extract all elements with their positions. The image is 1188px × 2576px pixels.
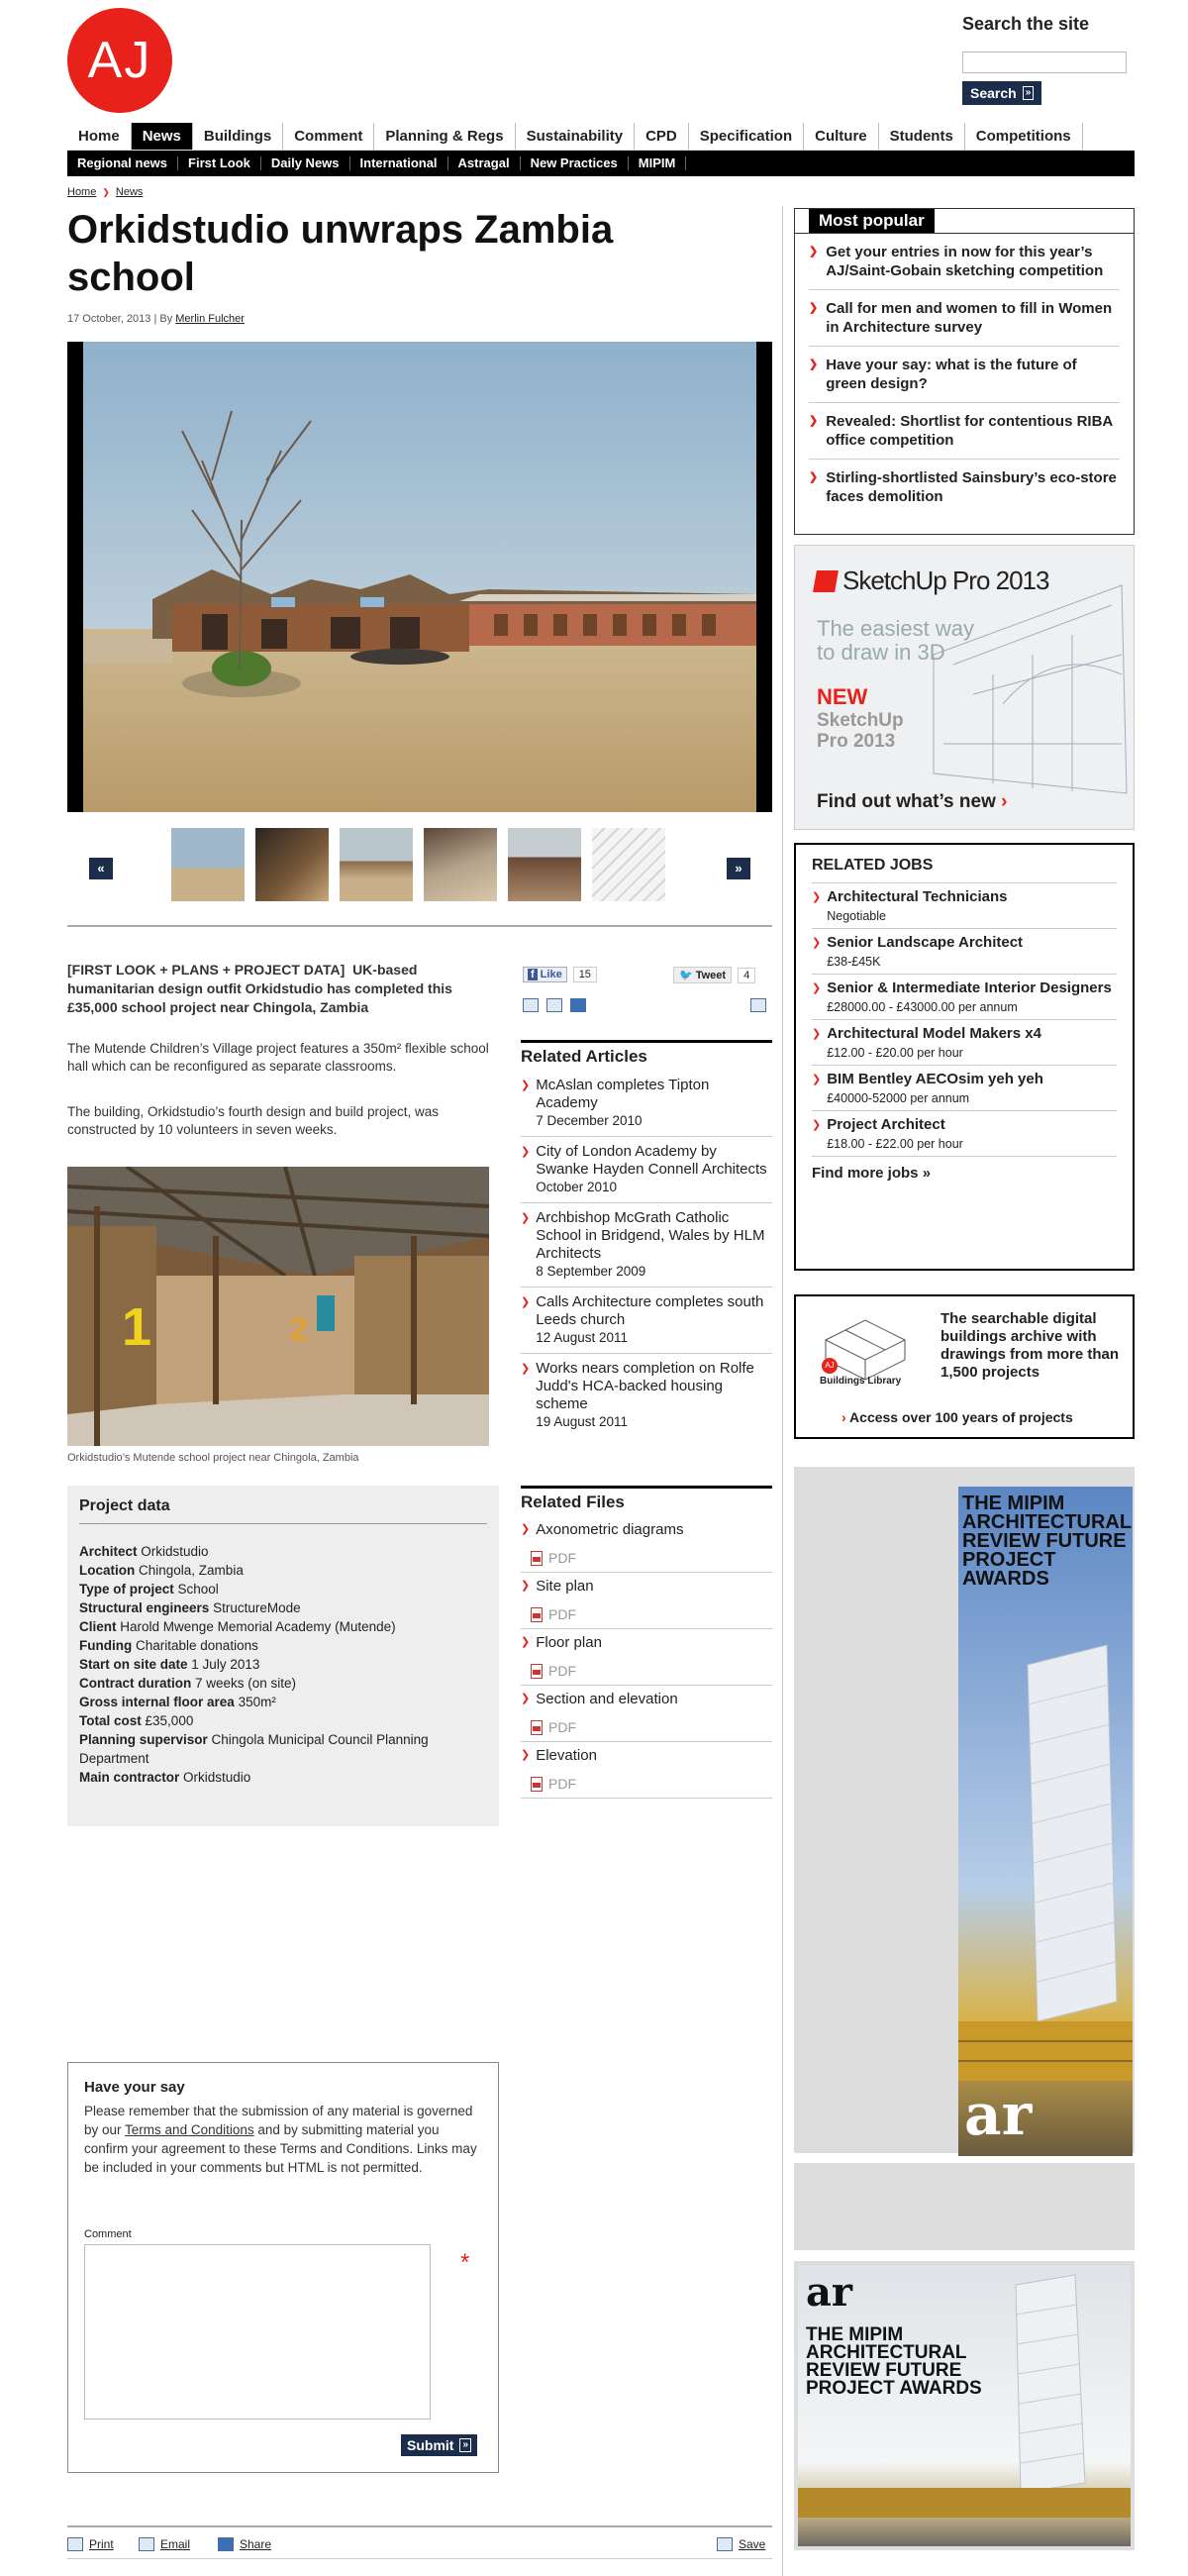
- nav-item-specification[interactable]: Specification: [689, 123, 804, 150]
- subnav-mipim[interactable]: MIPIM: [629, 156, 687, 170]
- search-button[interactable]: [962, 81, 1041, 105]
- subnav-regional-news[interactable]: Regional news: [67, 156, 178, 170]
- pdf-link[interactable]: [531, 1550, 772, 1566]
- chevron-right-icon: ❯: [812, 1119, 822, 1131]
- comment-form: [67, 2062, 499, 2473]
- job-salary: £38-£45K: [827, 955, 881, 969]
- terms-link[interactable]: Terms and Conditions: [125, 2122, 254, 2137]
- file-title[interactable]: Site plan: [536, 1578, 594, 1595]
- mipim-line-4: PROJECT AWARDS: [806, 2378, 982, 2399]
- svg-text:2: 2: [290, 1311, 308, 1347]
- row-label: Structural engineers: [79, 1600, 210, 1615]
- row-value: Orkidstudio: [183, 1770, 251, 1785]
- related-article[interactable]: [521, 1137, 772, 1203]
- comment-terms-text: [84, 2102, 482, 2177]
- file-title[interactable]: Section and elevation: [536, 1691, 678, 1707]
- required-marker: *: [460, 2249, 470, 2276]
- pdf-link[interactable]: [531, 1776, 772, 1792]
- popular-item-title[interactable]: Call for men and women to fill in Women in Architecture survey: [826, 300, 1113, 336]
- related-article[interactable]: [521, 1071, 772, 1137]
- chevron-right-icon: »: [922, 1165, 932, 1182]
- pdf-label: PDF: [548, 1719, 576, 1735]
- project-data-heading: Project data: [79, 1497, 170, 1514]
- related-file: [521, 1742, 772, 1799]
- school-photo: [83, 342, 756, 812]
- project-data-box: [67, 1486, 499, 1826]
- sketchup-product-line2: Pro 2013: [817, 731, 896, 752]
- find-more-jobs-link[interactable]: [812, 1156, 1117, 1182]
- print-icon[interactable]: [523, 998, 539, 1012]
- buildings-library-promo[interactable]: [794, 1294, 1135, 1439]
- project-data-row: [79, 1730, 487, 1768]
- chevron-right-icon: ❯: [102, 186, 110, 197]
- row-label: Gross internal floor area: [79, 1695, 235, 1709]
- article-date: 17 October, 2013 | By: [67, 313, 173, 325]
- pdf-icon: [531, 1664, 543, 1679]
- lead-text: UK-based humanitarian design outfit Orkidstudio has completed this £35,000 school project near Chingola, Zambia: [67, 962, 452, 1015]
- project-data-row: [79, 1711, 487, 1730]
- row-label: Total cost: [79, 1713, 142, 1728]
- nav-item-news[interactable]: News: [132, 123, 193, 150]
- buildings-library-label: Buildings Library: [820, 1376, 902, 1387]
- chevron-right-icon: ›: [842, 1409, 846, 1425]
- chevron-right-icon: ❯: [521, 1296, 531, 1308]
- sketchup-product: [817, 710, 904, 752]
- related-jobs-heading: RELATED JOBS: [812, 857, 934, 874]
- nav-item-cpd[interactable]: CPD: [635, 123, 689, 150]
- facebook-icon: f: [528, 969, 538, 980]
- chevron-right-icon: ❯: [812, 1074, 822, 1085]
- related-file: [521, 1573, 772, 1629]
- chevron-right-icon: ❯: [521, 1749, 531, 1761]
- related-article-title[interactable]: Archbishop McGrath Catholic School in Bridgend, Wales by HLM Architects: [536, 1209, 765, 1262]
- pdf-label: PDF: [548, 1663, 576, 1679]
- subnav-astragal[interactable]: Astragal: [448, 156, 521, 170]
- related-article-title[interactable]: City of London Academy by Swanke Hayden Connell Architects: [536, 1143, 767, 1178]
- tweet-label: Tweet: [695, 969, 727, 981]
- job-item[interactable]: [812, 1065, 1117, 1110]
- thumbnail-4[interactable]: [424, 828, 497, 901]
- related-article-date: 7 December 2010: [536, 1113, 643, 1128]
- chevron-right-icon: ❯: [521, 1212, 531, 1224]
- buildings-library-cta-text: Access over 100 years of projects: [849, 1409, 1073, 1425]
- file-title[interactable]: Axonometric diagrams: [536, 1521, 684, 1538]
- thumbnail-6[interactable]: [592, 828, 665, 901]
- popular-item[interactable]: [809, 347, 1120, 403]
- chevron-right-icon: ❯: [521, 1523, 531, 1535]
- sub-nav: [67, 151, 1135, 176]
- thumbnail-1[interactable]: [171, 828, 245, 901]
- chevron-right-icon: ❯: [521, 1636, 531, 1648]
- submit-label: Submit: [407, 2437, 454, 2453]
- facebook-like-button[interactable]: [523, 967, 567, 982]
- chevron-right-icon: ❯: [521, 1363, 531, 1375]
- terms-text-1: Please remember that the submission of any material is governed by our: [84, 2104, 473, 2137]
- chevron-right-icon: ❯: [812, 891, 822, 903]
- aj-badge: AJ: [822, 1358, 838, 1374]
- share-link[interactable]: [218, 2537, 271, 2551]
- row-value: 350m²: [238, 1695, 276, 1709]
- ad-placeholder: [794, 2163, 1135, 2250]
- nav-item-comment[interactable]: Comment: [283, 123, 374, 150]
- job-salary: £28000.00 - £43000.00 per annum: [827, 1000, 1018, 1014]
- row-label: Contract duration: [79, 1676, 192, 1691]
- related-article-title[interactable]: Calls Architecture completes south Leeds church: [536, 1293, 764, 1328]
- row-value: Chingola, Zambia: [139, 1563, 244, 1578]
- breadcrumb-home[interactable]: Home: [67, 186, 97, 198]
- sketchup-brand: [815, 566, 1048, 596]
- interior-photo-graphic: [67, 1167, 489, 1446]
- popular-item-title[interactable]: Get your entries in now for this year’s AJ/Saint-Gobain sketching competition: [826, 244, 1104, 279]
- share-label: Share: [240, 2537, 272, 2551]
- thumbnail-5[interactable]: [508, 828, 581, 901]
- row-label: Main contractor: [79, 1770, 180, 1785]
- column-divider: [782, 206, 783, 2576]
- most-popular-heading: Most popular: [809, 209, 935, 233]
- most-popular: [794, 208, 1135, 535]
- chevron-right-icon: ❯: [809, 302, 819, 314]
- chevron-right-icon: ❯: [809, 246, 819, 258]
- project-data-row: [79, 1598, 487, 1617]
- mipim-ad-2[interactable]: [794, 2261, 1135, 2550]
- sketchup-logo-icon: [813, 570, 839, 592]
- article-tools: [67, 2525, 772, 2559]
- row-label: Location: [79, 1563, 136, 1578]
- author-link[interactable]: Merlin Fulcher: [175, 313, 245, 325]
- sketchup-cta-text: Find out what’s new: [817, 791, 996, 812]
- pdf-icon: [531, 1607, 543, 1622]
- mipim-ad-2-text: [806, 2326, 982, 2398]
- page-title: Orkidstudio unwraps Zambia school: [67, 208, 614, 299]
- related-file: [521, 1516, 772, 1573]
- related-article[interactable]: [521, 1354, 772, 1437]
- job-item[interactable]: [812, 1110, 1117, 1156]
- tweet-count: 4: [738, 968, 755, 983]
- mipim-line-3: REVIEW FUTURE: [806, 2360, 962, 2381]
- row-value: Chingola Municipal Council Planning Department: [79, 1732, 429, 1766]
- chevron-right-icon: »: [459, 2438, 471, 2452]
- job-title[interactable]: Architectural Model Makers x4: [827, 1025, 1041, 1042]
- like-count: 15: [573, 967, 597, 982]
- row-label: Type of project: [79, 1582, 174, 1597]
- prev-thumb-button[interactable]: «: [89, 858, 113, 879]
- project-data-row: [79, 1674, 487, 1693]
- job-title[interactable]: Project Architect: [827, 1116, 945, 1133]
- project-data-row: [79, 1768, 487, 1787]
- like-label: Like: [540, 969, 562, 980]
- job-title[interactable]: Senior & Intermediate Interior Designers: [827, 979, 1112, 996]
- pdf-link[interactable]: [531, 1719, 772, 1735]
- chevron-right-icon: ❯: [812, 982, 822, 994]
- related-article[interactable]: [521, 1203, 772, 1288]
- job-item[interactable]: [812, 928, 1117, 974]
- row-value: 7 weeks (on site): [195, 1676, 297, 1691]
- print-icon: [67, 2537, 83, 2551]
- mipim-line-2: ARCHITECTURAL: [806, 2342, 967, 2363]
- mipim-ad[interactable]: [794, 1467, 1135, 2153]
- row-label: Client: [79, 1619, 117, 1634]
- row-label: Start on site date: [79, 1657, 188, 1672]
- next-thumb-button[interactable]: »: [727, 858, 750, 879]
- article-paragraph-1: The Mutende Children’s Village project features a 350m² flexible school hall which can be reconfigured as separate classrooms.: [67, 1041, 489, 1074]
- comment-form-heading: Have your say: [84, 2079, 185, 2096]
- comment-label: Comment: [84, 2228, 132, 2240]
- popular-item[interactable]: [809, 234, 1120, 290]
- buildings-library-text: The searchable digital buildings archive with drawings from more than 1,500 projects: [940, 1310, 1120, 1381]
- divider: [67, 925, 772, 927]
- pdf-link[interactable]: [531, 1663, 772, 1679]
- file-title[interactable]: Floor plan: [536, 1634, 602, 1651]
- email-link[interactable]: [139, 2537, 190, 2551]
- row-value: School: [177, 1582, 219, 1597]
- row-label: Funding: [79, 1638, 133, 1653]
- save-link[interactable]: [717, 2537, 765, 2551]
- chevron-right-icon: ❯: [521, 1146, 531, 1158]
- related-articles: [521, 1040, 772, 1437]
- chevron-right-icon: ❯: [812, 1028, 822, 1040]
- related-article-date: October 2010: [536, 1180, 618, 1194]
- row-label: Planning supervisor: [79, 1732, 208, 1747]
- sketchup-ad[interactable]: [794, 545, 1135, 830]
- nav-item-home[interactable]: Home: [67, 123, 132, 150]
- chevron-right-icon: ❯: [809, 415, 819, 427]
- pdf-label: PDF: [548, 1776, 576, 1792]
- image-caption: Orkidstudio’s Mutende school project near Chingola, Zambia: [67, 1452, 359, 1464]
- related-article-title[interactable]: McAslan completes Tipton Academy: [536, 1077, 710, 1111]
- article-meta: [67, 313, 245, 325]
- chevron-right-icon: ❯: [521, 1580, 531, 1592]
- article-lead: [67, 961, 489, 1017]
- nav-item-sustainability[interactable]: Sustainability: [516, 123, 636, 150]
- pdf-icon: [531, 1551, 543, 1566]
- ar-logo: ar: [806, 2269, 852, 2316]
- thumbnail-strip: [67, 822, 772, 901]
- project-data-row: [79, 1655, 487, 1674]
- project-data-row: [79, 1542, 487, 1561]
- job-title[interactable]: Architectural Technicians: [827, 888, 1008, 905]
- tower-graphic: [958, 1487, 1133, 2156]
- related-files: [521, 1486, 772, 1799]
- comment-textarea[interactable]: [84, 2244, 431, 2420]
- divider: [79, 1523, 487, 1524]
- chevron-right-icon: ❯: [521, 1693, 531, 1704]
- related-article-title[interactable]: Works nears completion on Rolfe Judd's HCA-backed housing scheme: [536, 1360, 754, 1412]
- lead-tag: [FIRST LOOK + PLANS + PROJECT DATA]: [67, 962, 346, 978]
- pdf-icon: [531, 1777, 543, 1792]
- row-value: 1 July 2013: [191, 1657, 260, 1672]
- related-article-date: 12 August 2011: [536, 1330, 629, 1345]
- breadcrumb-news[interactable]: News: [115, 186, 144, 198]
- thumbnail-2[interactable]: [255, 828, 329, 901]
- save-icon[interactable]: [750, 998, 766, 1012]
- sketchup-cta[interactable]: [817, 791, 1007, 813]
- job-salary: £40000-52000 per annum: [827, 1091, 970, 1105]
- mipim-line-1: THE MIPIM: [806, 2324, 904, 2345]
- subnav-daily-news[interactable]: Daily News: [261, 156, 350, 170]
- job-title[interactable]: Senior Landscape Architect: [827, 934, 1024, 951]
- related-articles-heading: Related Articles: [521, 1040, 772, 1067]
- email-icon[interactable]: [546, 998, 562, 1012]
- save-label: Save: [739, 2537, 766, 2551]
- chevron-right-icon: ❯: [521, 1080, 531, 1091]
- print-link[interactable]: [67, 2537, 114, 2551]
- chevron-right-icon: »: [1023, 86, 1035, 100]
- row-value: StructureMode: [213, 1600, 301, 1615]
- related-article[interactable]: [521, 1288, 772, 1354]
- job-salary: Negotiable: [827, 909, 886, 923]
- related-article-date: 19 August 2011: [536, 1414, 629, 1429]
- pdf-label: PDF: [548, 1550, 576, 1566]
- job-salary: £12.00 - £20.00 per hour: [827, 1046, 963, 1060]
- popular-item-title[interactable]: Revealed: Shortlist for contentious RIBA office competition: [826, 413, 1113, 449]
- share-icon: [218, 2537, 234, 2551]
- sketchup-product-line1: SketchUp: [817, 710, 904, 731]
- sketchup-tagline: The easiest way to draw in 3D: [817, 616, 974, 665]
- file-title[interactable]: Elevation: [536, 1747, 597, 1764]
- ar-logo: ar: [964, 2081, 1033, 2148]
- email-icon: [139, 2537, 154, 2551]
- job-item[interactable]: [812, 974, 1117, 1019]
- buildings-library-cta[interactable]: [842, 1409, 1073, 1425]
- popular-item[interactable]: [809, 290, 1120, 347]
- popular-item[interactable]: [809, 460, 1120, 515]
- project-data-row: [79, 1617, 487, 1636]
- job-salary: £18.00 - £22.00 per hour: [827, 1137, 963, 1151]
- submit-button[interactable]: [401, 2434, 477, 2456]
- row-value: Charitable donations: [136, 1638, 258, 1653]
- job-title[interactable]: BIM Bentley AECOsim yeh yeh: [827, 1071, 1043, 1087]
- article-paragraph-2: The building, Orkidstudio’s fourth design and build project, was constructed by 10 volunteers in seven weeks.: [67, 1104, 439, 1137]
- related-files-heading: Related Files: [521, 1486, 772, 1512]
- aj-logo[interactable]: AJ: [67, 8, 172, 113]
- pdf-link[interactable]: [531, 1606, 772, 1622]
- row-value: Orkidstudio: [141, 1544, 209, 1559]
- search-input[interactable]: [962, 52, 1127, 73]
- row-value: £35,000: [145, 1713, 194, 1728]
- subnav-first-look[interactable]: First Look: [178, 156, 261, 170]
- svg-text:1: 1: [122, 1297, 152, 1357]
- project-data-row: [79, 1636, 487, 1655]
- share-icon[interactable]: [570, 998, 586, 1012]
- main-nav: [67, 123, 1083, 151]
- chevron-right-icon: ›: [1001, 791, 1008, 812]
- interior-photo[interactable]: [67, 1167, 489, 1446]
- nav-item-students[interactable]: Students: [879, 123, 965, 150]
- twitter-icon: 🐦: [679, 970, 693, 981]
- popular-item-title[interactable]: Have your say: what is the future of green design?: [826, 357, 1077, 392]
- tweet-button[interactable]: [673, 967, 732, 983]
- pdf-icon: [531, 1720, 543, 1735]
- find-more-jobs-label: Find more jobs: [812, 1165, 919, 1182]
- subnav-new-practices[interactable]: New Practices: [521, 156, 629, 170]
- popular-item[interactable]: [809, 403, 1120, 460]
- job-item[interactable]: [812, 1019, 1117, 1065]
- project-data-row: [79, 1561, 487, 1580]
- popular-item-title[interactable]: Stirling-shortlisted Sainsbury’s eco-store faces demolition: [826, 469, 1117, 505]
- nav-item-competitions[interactable]: Competitions: [965, 123, 1083, 150]
- thumbnail-3[interactable]: [340, 828, 413, 901]
- pdf-label: PDF: [548, 1606, 576, 1622]
- save-icon: [717, 2537, 733, 2551]
- mipim-ad-text: THE MIPIM ARCHITECTURAL REVIEW FUTURE PROJECT AWARDS: [962, 1493, 1132, 1590]
- related-file: [521, 1629, 772, 1686]
- search-label: Search the site: [962, 14, 1090, 34]
- sketchup-new-label: NEW: [817, 684, 868, 709]
- print-label: Print: [89, 2537, 114, 2551]
- project-data-row: [79, 1693, 487, 1711]
- search-button-label: Search: [970, 85, 1017, 101]
- chevron-right-icon: ❯: [809, 471, 819, 483]
- row-label: Architect: [79, 1544, 138, 1559]
- row-value: Harold Mwenge Memorial Academy (Mutende): [120, 1619, 396, 1634]
- nav-item-culture[interactable]: Culture: [804, 123, 879, 150]
- related-file: [521, 1686, 772, 1742]
- main-image[interactable]: [67, 342, 772, 812]
- chevron-right-icon: ❯: [812, 937, 822, 949]
- sketchup-brand-text: SketchUp Pro 2013: [842, 566, 1049, 595]
- job-item[interactable]: [812, 882, 1117, 928]
- related-jobs: [794, 843, 1135, 1271]
- terms-text-2: and by submitting material you confirm your agreement to these Terms and Conditions. Links may be included in your comments but HTML is not permitted.: [84, 2122, 477, 2175]
- project-data-row: [79, 1580, 487, 1598]
- related-article-date: 8 September 2009: [536, 1264, 646, 1279]
- breadcrumb: [67, 186, 143, 198]
- chevron-right-icon: ❯: [809, 359, 819, 370]
- nav-item-buildings[interactable]: Buildings: [193, 123, 283, 150]
- nav-item-planning[interactable]: Planning & Regs: [374, 123, 515, 150]
- email-label: Email: [160, 2537, 191, 2551]
- subnav-international[interactable]: International: [350, 156, 448, 170]
